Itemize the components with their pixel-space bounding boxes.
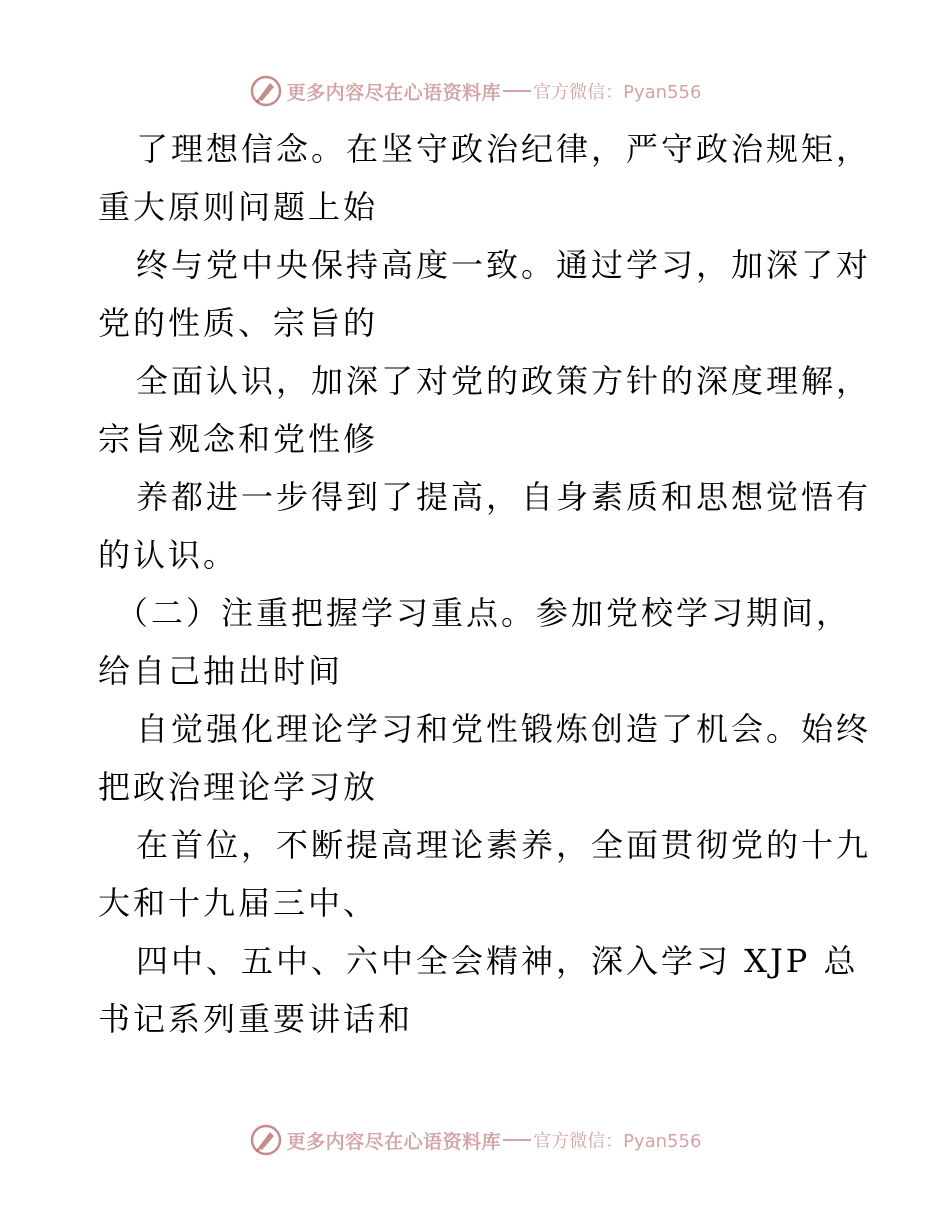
text-line-12: 把政治理论学习放: [98, 768, 379, 806]
text-line-5: 全面认识，加深了对党的政策方针的深度理解，: [136, 362, 872, 400]
watermark-dash: [503, 1139, 531, 1141]
watermark-main-text: 更多内容尽在心语资料库: [286, 81, 502, 104]
text-line-9: （二）注重把握学习重点。参加党校学习期间，: [116, 594, 852, 632]
watermark-wechat-text: 官方微信：Pyan556: [533, 1131, 702, 1152]
watermark-wechat-text: 官方微信：Pyan556: [533, 82, 702, 103]
text-line-1: 了理想信念。在坚守政治纪律，严守政治规矩，: [136, 130, 872, 168]
pen-logo-icon: [249, 1123, 283, 1157]
text-line-13: 在首位，不断提高理论素养，全面贯彻党的十九: [136, 826, 872, 864]
text-line-7: 养都进一步得到了提高，自身素质和思想觉悟有: [136, 478, 872, 516]
header-watermark-banner: [0, 71, 950, 111]
text-line-8: 的认识。: [98, 536, 239, 574]
text-line-4: 党的性质、宗旨的: [98, 304, 379, 342]
footer-watermark-banner: [0, 1120, 950, 1160]
text-line-16: 书记系列重要讲话和: [98, 1000, 414, 1038]
text-line-14: 大和十九届三中、: [98, 884, 379, 922]
text-line-15: 四中、五中、六中全会精神，深入学习 XJP 总: [136, 942, 859, 980]
pen-logo-icon: [249, 74, 283, 108]
text-line-3: 终与党中央保持高度一致。通过学习，加深了对: [136, 246, 872, 284]
text-line-10: 给自己抽出时间: [98, 652, 344, 690]
text-line-6: 宗旨观念和党性修: [98, 420, 379, 458]
watermark-dash: [503, 90, 531, 92]
text-line-2: 重大原则问题上始: [98, 188, 379, 226]
document-body: [98, 120, 872, 1048]
text-line-11: 自觉强化理论学习和党性锻炼创造了机会。始终: [136, 710, 872, 748]
watermark-main-text: 更多内容尽在心语资料库: [286, 1130, 502, 1153]
